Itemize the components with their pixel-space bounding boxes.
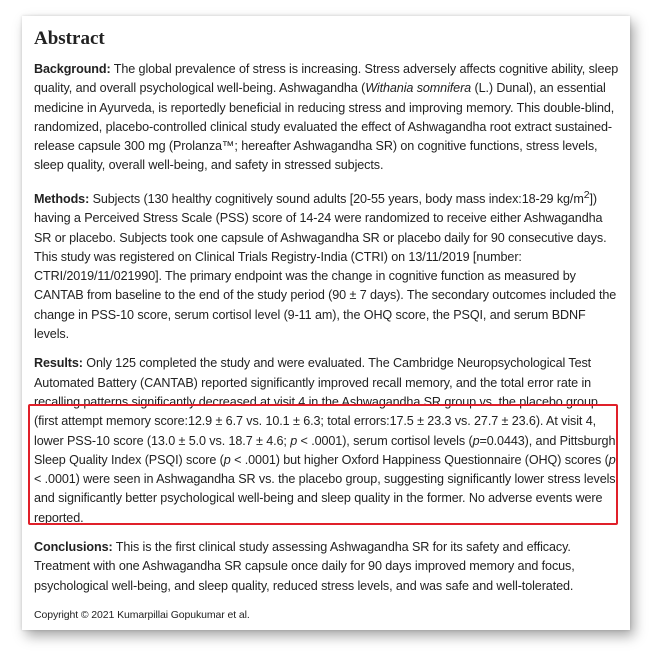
abstract-card: [22, 16, 630, 630]
background-paragraph: [34, 60, 622, 176]
background-label: Background:: [34, 62, 111, 76]
results-text-3: =0.0443), and Pittsburgh Sleep Quality Index (PSQI) score (: [34, 433, 616, 467]
abstract-content: [34, 28, 622, 635]
methods-paragraph: [34, 186, 622, 345]
p-value-symbol: p: [290, 433, 298, 448]
p-value-symbol: p: [472, 433, 480, 448]
abstract-heading: Abstract: [34, 28, 105, 49]
methods-superscript: 2: [583, 188, 590, 201]
methods-label: Methods:: [34, 191, 90, 206]
p-value-symbol: p: [608, 452, 616, 467]
results-text-2: < .0001), serum cortisol levels (: [297, 433, 473, 448]
copyright-notice: Copyright © 2021 Kumarpillai Gopukumar et al.: [34, 608, 250, 621]
results-text-4: < .0001) but higher Oxford Happiness Questionnaire (OHQ) scores (: [230, 452, 609, 467]
conclusions-paragraph: [34, 538, 622, 596]
background-text-1: The global prevalence of stress is increasing. Stress adversely affects cognitive ability, sleep quality, and overall psychological well-being. Ashwagandha (: [34, 62, 619, 96]
results-text-1: Only 125 completed the study and were evaluated. The Cambridge Neuropsychological Test Automated Battery (CANTAB) reported significantly improved recall memory, and the total error rate in recalling patterns significantly decreased at visit 4 in the Ashwagandha SR group vs. the placebo group (first attempt memory score:12.9 ± 6.7 vs. 10.1 ± 6.3; total errors:17.5 ± 23.3 vs. 27.7 ± 23.6). At visit 4, lower PSS-10 score (13.0 ± 5.0 vs. 18.7 ± 4.6;: [34, 356, 598, 448]
conclusions-label: Conclusions:: [34, 540, 113, 555]
conclusions-text: This is the first clinical study assessing Ashwagandha SR for its safety and efficacy. Treatment with one Ashwagandha SR capsule once daily for 90 days improved memory and focus, psychological well-being, and sleep quality, reduced stress levels, and was safe and well-tolerated.: [34, 540, 575, 593]
background-text-2: (L.) Dunal), an essential medicine in Ayurveda, is reportedly beneficial in reducing stress and improving memory. This double-blind, randomized, placebo-controlled clinical study evaluated the effect of Ashwagandha root extract sustained-release capsule 300 mg (Prolanza™; hereafter Ashwagandha SR) on cognitive functions, stress levels, sleep quality, overall well-being, and safety in stressed subjects.: [34, 81, 615, 173]
results-paragraph: [34, 354, 622, 528]
results-text-5: < .0001) were seen in Ashwagandha SR vs. the placebo group, suggesting significantly lower stress levels and significantly better psychological well-being and sleep quality in the former. No adverse events were reported.: [34, 472, 616, 525]
results-label: Results:: [34, 356, 83, 371]
methods-text-1: Subjects (130 healthy cognitively sound adults [20-55 years, body mass index:18-29 kg/m: [89, 191, 584, 206]
p-value-symbol: p: [223, 452, 231, 467]
methods-text-2: ]) having a Perceived Stress Scale (PSS) score of 14-24 were randomized to receive either Ashwagandha SR or placebo. Subjects took one capsule of Ashwagandha SR or placebo daily for 90 consecutive days. This study was registered on Clinical Trials Registry-India (CTRI) on 13/11/2019 [number: CTRI/2019/11/021990]. The primary endpoint was the change in cognitive function as measured by CANTAB from baseline to the end of the study period (90 ± 7 days). The secondary outcomes included the change in PSS-10 score, serum cortisol level (9-11 am), the OHQ score, the PSQI, and serum BDNF levels.: [34, 191, 617, 342]
species-name: Withania somnifera: [365, 81, 472, 96]
